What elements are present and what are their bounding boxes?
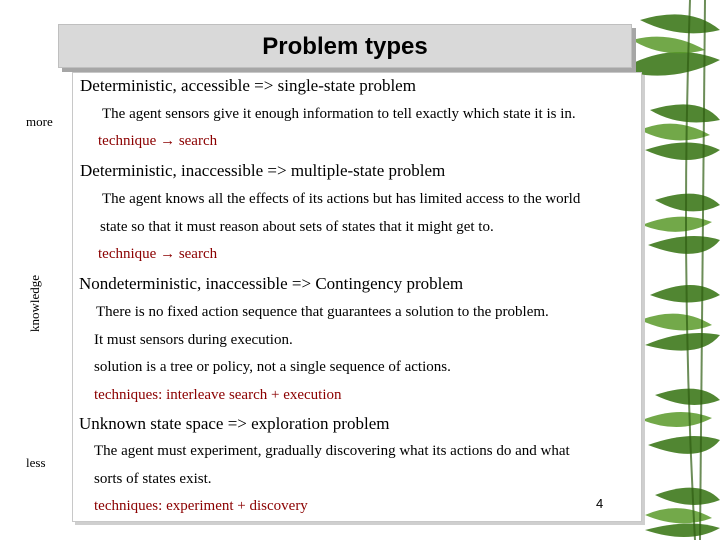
- arrow-icon: →: [160, 246, 176, 262]
- arrow-icon: →: [160, 133, 176, 149]
- slide-title: Problem types: [262, 33, 428, 60]
- section-1-line-1: The agent sensors give it enough information to tell exactly which state it is in.: [102, 106, 576, 122]
- section-3-line-2: It must sensors during execution.: [94, 332, 293, 348]
- scale-more-label: more: [26, 114, 53, 129]
- section-2-line-2: state so that it must reason about sets of states that it might get to.: [100, 219, 494, 235]
- section-3-line-3: solution is a tree or policy, not a single sequence of actions.: [94, 359, 451, 375]
- section-1-technique-prefix: technique: [98, 133, 157, 149]
- section-3-line-1: There is no fixed action sequence that guarantees a solution to the problem.: [96, 304, 549, 320]
- section-3-heading: Nondeterministic, inaccessible => Contingency problem: [79, 274, 464, 293]
- section-1-technique: [98, 133, 217, 150]
- section-2-technique: [98, 246, 217, 263]
- scale-less-label: less: [26, 455, 46, 470]
- section-2-technique-text: search: [178, 246, 218, 262]
- page-number: 4: [596, 496, 604, 511]
- scale-axis-label: knowledge: [27, 274, 42, 332]
- section-4-line-1: The agent must experiment, gradually discovering what its actions do and what: [94, 443, 570, 459]
- section-1-technique-text: search: [178, 133, 218, 149]
- section-2-line-1: The agent knows all the effects of its actions but has limited access to the world: [102, 191, 581, 207]
- section-2-technique-prefix: technique: [98, 246, 157, 262]
- section-4-heading: Unknown state space => exploration problem: [79, 414, 390, 433]
- title-box: [58, 24, 632, 68]
- section-1-heading: Deterministic, accessible => single-state problem: [80, 76, 416, 95]
- section-3-technique: techniques: interleave search + execution: [94, 387, 342, 403]
- section-4-line-2: sorts of states exist.: [94, 471, 212, 487]
- section-2-heading: Deterministic, inaccessible => multiple-state problem: [80, 161, 446, 180]
- section-4-technique: techniques: experiment + discovery: [94, 498, 308, 514]
